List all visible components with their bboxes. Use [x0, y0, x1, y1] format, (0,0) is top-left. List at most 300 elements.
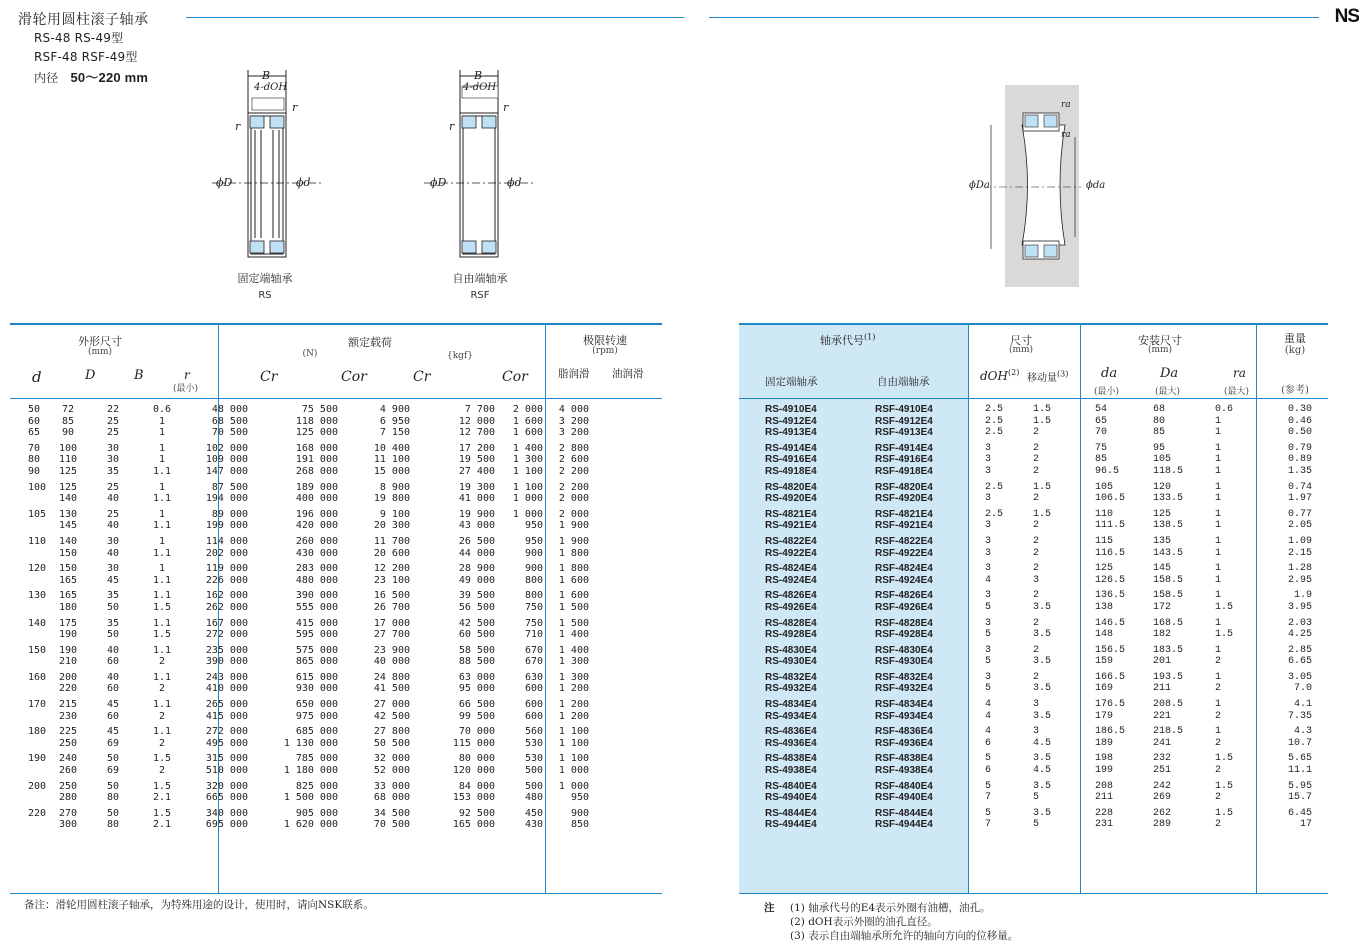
col-r-value: 1.1 [152, 699, 172, 711]
note-1: (1) 轴承代号的E4表示外圈有油槽，油孔。 [790, 902, 991, 914]
col-cor-kgf-value: 99 500 [458, 710, 495, 722]
col-move-value: 1.5 [1033, 508, 1052, 520]
col-weight-value: 6.45 [1287, 807, 1312, 819]
col-doh [985, 695, 1033, 722]
col-cr-kgf [338, 695, 410, 722]
col-oil-speed-value: 1 500 [558, 617, 589, 629]
col-cor-value: 650 000 [295, 699, 338, 711]
col-D-value: 280 [58, 792, 78, 804]
rs-dim-holes: 4-dOH [254, 82, 288, 93]
col-cor-kgf [410, 559, 495, 586]
col-B-value: 22 [106, 404, 120, 415]
col-free-code-value: RSF-4910E4 [875, 404, 933, 415]
col-weight-value: 5.95 [1287, 780, 1312, 792]
table-row [765, 641, 1312, 668]
col-weight [1267, 559, 1312, 586]
col-D-value: 220 [58, 683, 78, 695]
col-d-value [28, 602, 48, 614]
rsf-dim-holes: 4-dOH [463, 82, 497, 93]
col-move [1033, 505, 1095, 532]
col-cr-kgf-value: 27 800 [373, 726, 410, 738]
col-free-code-value: RSF-4820E4 [875, 481, 933, 493]
col-B-value: 45 [106, 699, 120, 711]
col-cr-value: 495 000 [205, 737, 248, 749]
col-oil-speed-value: 1 300 [558, 671, 589, 683]
col-grease-speed-value: 2 000 [512, 404, 543, 415]
col-B [88, 641, 138, 668]
col-B-value: 25 [106, 415, 120, 427]
col-ra-value: 2 [1215, 656, 1222, 668]
col-weight [1267, 586, 1312, 613]
col-B-value: 50 [106, 807, 120, 819]
col-cr-value: 48 000 [211, 404, 248, 415]
col-Da-value: 201 [1153, 656, 1172, 668]
col-free-code-value: RSF-4934E4 [875, 710, 933, 722]
col-fixed-code [765, 532, 875, 559]
col-da-value: 65 [1095, 415, 1108, 427]
col-Da [1153, 586, 1215, 613]
h-ra-max: (最大) [1224, 387, 1250, 397]
col-D-value: 150 [58, 563, 78, 575]
col-ra-value: 1 [1215, 671, 1222, 683]
col-move-value: 2 [1033, 465, 1040, 477]
col-da-value: 156.5 [1095, 644, 1126, 656]
col-D-value: 300 [58, 819, 78, 831]
col-cr-kgf [338, 777, 410, 804]
col-d [28, 641, 48, 668]
col-oil-speed [543, 777, 589, 804]
col-da [1095, 400, 1153, 439]
col-B-value: 50 [106, 780, 120, 792]
col-B-value: 25 [106, 427, 120, 439]
col-weight [1267, 439, 1312, 478]
col-d [28, 400, 48, 439]
table-row [28, 777, 589, 804]
col-move-value: 1.5 [1033, 415, 1052, 427]
col-d [28, 695, 48, 722]
col-doh [985, 505, 1033, 532]
col-doh-value: 3 [985, 617, 992, 629]
col-free-code-value: RSF-4944E4 [875, 819, 933, 831]
col-fixed-code-value: RS-4826E4 [765, 590, 817, 602]
col-cor [248, 559, 338, 586]
col-grease-speed-value: 1 400 [512, 442, 543, 454]
col-doh-value: 3 [985, 590, 992, 602]
col-free-code-value: RSF-4830E4 [875, 644, 933, 656]
h-move-note: (3) [1057, 369, 1069, 379]
col-weight-value: 3.95 [1287, 601, 1312, 613]
col-D-value: 190 [58, 644, 78, 656]
col-oil-speed-value: 1 300 [558, 656, 589, 668]
col-ra [1215, 559, 1267, 586]
col-da-value: 116.5 [1095, 547, 1126, 559]
col-free-code-value: RSF-4824E4 [875, 563, 933, 575]
col-B-value: 35 [106, 465, 120, 477]
col-cor-value: 480 000 [295, 574, 338, 586]
col-r-value: 1.5 [152, 753, 172, 765]
col-ra [1215, 749, 1267, 776]
col-r-value: 2 [158, 710, 166, 722]
col-da-value: 231 [1095, 819, 1114, 831]
col-cor [248, 749, 338, 776]
col-oil-speed-value: 1 400 [558, 629, 589, 641]
col-da-value: 136.5 [1095, 590, 1126, 602]
col-D-value: 85 [61, 415, 75, 427]
rs-bearing-drawing [210, 68, 330, 268]
col-move [1033, 478, 1095, 505]
col-Da-value: 120 [1153, 481, 1172, 493]
col-free-code-value: RSF-4836E4 [875, 726, 933, 738]
col-da-value: 111.5 [1095, 520, 1126, 532]
col-free-code [875, 777, 985, 804]
col-doh-value: 3 [985, 563, 992, 575]
col-doh-value: 7 [985, 819, 992, 831]
col-Da-value: 118.5 [1153, 465, 1184, 477]
col-da [1095, 614, 1153, 641]
rsf-dim-r-left: r [449, 120, 455, 133]
col-B [88, 400, 138, 439]
col-oil-speed [543, 586, 589, 613]
col-ra-value: 1 [1215, 699, 1222, 711]
col-d-value [28, 683, 48, 695]
col-B-value: 60 [106, 656, 120, 668]
col-cor [248, 641, 338, 668]
col-oil-speed-value: 1 600 [558, 574, 589, 586]
col-d-value: 130 [28, 590, 47, 602]
col-d [28, 439, 48, 478]
col-weight-value: 7.35 [1287, 710, 1312, 722]
col-cr [186, 478, 248, 505]
col-cor-kgf [410, 505, 495, 532]
col-ra-value: 2 [1215, 737, 1222, 749]
col-D-value: 165 [58, 574, 78, 586]
col-free-code [875, 439, 985, 478]
col-D [48, 478, 88, 505]
col-free-code [875, 400, 985, 439]
right-table-bottom-rule [739, 893, 1328, 894]
col-cor-value: 975 000 [295, 710, 338, 722]
col-cor-kgf-value: 66 500 [458, 699, 495, 711]
col-move [1033, 804, 1095, 831]
col-move-value: 3.5 [1033, 780, 1052, 792]
col-Da [1153, 804, 1215, 831]
col-cor-value: 283 000 [295, 563, 338, 575]
col-cor-value: 930 000 [295, 683, 338, 695]
col-cor-kgf [410, 641, 495, 668]
col-r-value: 1.1 [152, 520, 172, 532]
col-cor-kgf [410, 532, 495, 559]
col-cor-kgf-value: 28 900 [458, 563, 495, 575]
col-d-value: 60 [28, 415, 41, 427]
h-load-N: (N) [302, 349, 318, 359]
col-cor-value: 168 000 [295, 442, 338, 454]
col-da-value: 138 [1095, 601, 1114, 613]
col-fixed-code-value: RS-4844E4 [765, 807, 817, 819]
col-r-value: 2 [158, 765, 166, 777]
col-doh [985, 400, 1033, 439]
col-Da-value: 183.5 [1153, 644, 1184, 656]
col-free-code-value: RSF-4930E4 [875, 656, 933, 668]
col-Da [1153, 559, 1215, 586]
bore-value: 50～220 mm [70, 70, 149, 85]
col-d-value: 200 [28, 780, 47, 792]
col-free-code-value: RSF-4938E4 [875, 765, 933, 777]
table-row [28, 749, 589, 776]
col-oil-speed-value: 2 000 [558, 508, 589, 520]
col-oil-speed-value: 1 800 [558, 547, 589, 559]
col-oil-speed-value: 1 100 [558, 737, 589, 749]
col-oil-speed [543, 532, 589, 559]
col-oil-speed [543, 478, 589, 505]
col-oil-speed-value: 1 200 [558, 699, 589, 711]
col-cor-value: 420 000 [295, 520, 338, 532]
col-cor-value: 1 500 000 [283, 792, 338, 804]
col-grease-speed [495, 478, 543, 505]
col-doh-value: 5 [985, 683, 992, 695]
col-cr-kgf [338, 641, 410, 668]
col-cr-value: 340 000 [205, 807, 248, 819]
col-da-value: 105 [1095, 481, 1114, 493]
col-B-value: 45 [106, 574, 120, 586]
col-move-value: 2 [1033, 535, 1040, 547]
col-fixed-code-value: RS-4932E4 [765, 683, 817, 695]
col-cr-kgf-value: 8 900 [379, 481, 410, 493]
col-grease-speed-value: 1 100 [512, 465, 543, 477]
left-table-top-rule [10, 323, 662, 325]
table-row [765, 614, 1312, 641]
col-D-value: 260 [58, 765, 78, 777]
col-doh [985, 559, 1033, 586]
col-Da-value: 208.5 [1153, 699, 1184, 711]
col-fixed-code [765, 695, 875, 722]
col-weight [1267, 478, 1312, 505]
col-doh-value: 3 [985, 547, 992, 559]
h-weight: 重量 [1284, 332, 1306, 345]
col-cr-kgf [338, 749, 410, 776]
col-B-value: 40 [106, 671, 120, 683]
col-B-value: 45 [106, 726, 120, 738]
col-weight-value: 2.03 [1287, 617, 1312, 629]
col-da-value: 54 [1095, 404, 1108, 415]
col-da-value: 199 [1095, 765, 1114, 777]
title-rule-right [709, 17, 1319, 18]
col-D-value: 140 [58, 493, 78, 505]
col-doh-value: 5 [985, 753, 992, 765]
col-d-value [28, 656, 48, 668]
col-D [48, 400, 88, 439]
col-d [28, 478, 48, 505]
col-cr [186, 695, 248, 722]
col-grease-speed [495, 777, 543, 804]
col-D [48, 614, 88, 641]
h-doh-label: dOH [980, 369, 1008, 383]
col-oil-speed-value: 1 600 [558, 590, 589, 602]
col-cr-kgf [338, 400, 410, 439]
series-line-2: RSF-48 RSF-49型 [34, 50, 138, 64]
col-cr-value: 68 500 [211, 415, 248, 427]
col-r-value: 1 [158, 454, 166, 466]
col-cr-value: 410 000 [205, 683, 248, 695]
col-free-code-value: RSF-4826E4 [875, 590, 933, 602]
col-oil-speed-value: 850 [570, 819, 589, 831]
col-fixed-code-value: RS-4928E4 [765, 629, 817, 641]
col-r-value: 1.1 [152, 547, 172, 559]
col-cr-value: 272 000 [205, 726, 248, 738]
col-fixed-code-value: RS-4940E4 [765, 792, 817, 804]
col-move-value: 3.5 [1033, 601, 1052, 613]
col-cr-kgf [338, 614, 410, 641]
col-free-code-value: RSF-4932E4 [875, 683, 933, 695]
col-r-value: 0.6 [152, 404, 172, 415]
col-cr-kgf-value: 42 500 [373, 710, 410, 722]
col-r-value: 1.1 [152, 590, 172, 602]
col-B-value: 25 [106, 481, 120, 493]
col-D-value: 270 [58, 807, 78, 819]
col-doh-value: 2.5 [985, 508, 1004, 520]
col-cor-kgf-value: 12 700 [458, 427, 495, 439]
col-grease-speed [495, 695, 543, 722]
col-move-value: 3.5 [1033, 656, 1052, 668]
col-ra [1215, 777, 1267, 804]
col-oil-speed-value: 2 200 [558, 481, 589, 493]
col-cor-kgf-value: 88 500 [458, 656, 495, 668]
mounting-drawing [975, 85, 1085, 291]
col-grease-speed [495, 532, 543, 559]
col-cor-value: 825 000 [295, 780, 338, 792]
col-cor [248, 614, 338, 641]
col-grease-speed [495, 804, 543, 831]
table-row [765, 777, 1312, 804]
col-move-value: 2 [1033, 493, 1040, 505]
col-free-code [875, 749, 985, 776]
col-cr-kgf-value: 17 000 [373, 617, 410, 629]
col-move-value: 1.5 [1033, 404, 1052, 415]
col-free-code [875, 695, 985, 722]
col-d [28, 749, 48, 776]
col-ra-value: 1 [1215, 644, 1222, 656]
col-grease-speed-value: 600 [524, 699, 543, 711]
note-2: (2) dOH表示外圈的油孔直径。 [790, 916, 938, 928]
col-cr-kgf-value: 20 600 [373, 547, 410, 559]
col-cr-value: 119 000 [205, 563, 248, 575]
h-load: 额定载荷 [348, 336, 392, 349]
col-d-value: 90 [28, 465, 41, 477]
col-fixed-code-value: RS-4918E4 [765, 465, 817, 477]
col-da [1095, 804, 1153, 831]
h-r: r [184, 368, 190, 382]
rsf-dim-r-right: r [503, 101, 509, 114]
table-row [765, 722, 1312, 749]
col-free-code-value: RSF-4936E4 [875, 737, 933, 749]
col-B [88, 478, 138, 505]
col-ra [1215, 586, 1267, 613]
col-ra-value: 1.5 [1215, 753, 1234, 765]
col-oil-speed-value: 2 000 [558, 493, 589, 505]
col-cor-kgf-value: 165 000 [452, 819, 495, 831]
col-cr-kgf [338, 668, 410, 695]
col-cr-kgf-value: 15 000 [373, 465, 410, 477]
col-da-value: 179 [1095, 710, 1114, 722]
col-ra-value: 1 [1215, 535, 1222, 547]
col-grease-speed-value: 600 [524, 710, 543, 722]
h-mount: 安装尺寸 [1138, 334, 1182, 347]
col-oil-speed [543, 695, 589, 722]
col-move-value: 2 [1033, 442, 1040, 454]
col-cor-value: 400 000 [295, 493, 338, 505]
col-D-value: 110 [58, 454, 78, 466]
col-cor-kgf-value: 43 000 [458, 520, 495, 532]
col-D-value: 200 [58, 671, 78, 683]
col-d-value [28, 520, 48, 532]
col-free-code [875, 722, 985, 749]
col-cr-kgf-value: 23 900 [373, 644, 410, 656]
col-d-value [28, 493, 48, 505]
col-doh-value: 4 [985, 699, 992, 711]
col-cor [248, 804, 338, 831]
col-d-value: 80 [28, 454, 41, 466]
h-code-label: 轴承代号 [820, 334, 864, 347]
col-D-value: 190 [58, 629, 78, 641]
col-Da-value: 158.5 [1153, 590, 1184, 602]
col-Da-value: 242 [1153, 780, 1172, 792]
col-weight-value: 6.65 [1287, 656, 1312, 668]
col-cor-kgf-value: 44 000 [458, 547, 495, 559]
col-free-code [875, 668, 985, 695]
col-weight [1267, 532, 1312, 559]
col-fixed-code-value: RS-4936E4 [765, 737, 817, 749]
col-cor-kgf-value: 7 700 [464, 404, 495, 415]
table-row [28, 532, 589, 559]
col-fixed-code [765, 586, 875, 613]
col-free-code-value: RSF-4940E4 [875, 792, 933, 804]
col-cor-kgf-value: 70 000 [458, 726, 495, 738]
col-doh [985, 777, 1033, 804]
col-cr-value: 510 000 [205, 765, 248, 777]
col-fixed-code [765, 439, 875, 478]
col-grease-speed-value: 710 [524, 629, 543, 641]
col-d-value: 150 [28, 644, 47, 656]
col-da-value: 126.5 [1095, 574, 1126, 586]
col-cor-value: 75 500 [301, 404, 338, 415]
col-doh-value: 5 [985, 780, 992, 792]
col-cr-kgf-value: 20 300 [373, 520, 410, 532]
col-cor [248, 400, 338, 439]
col-d-value: 110 [28, 535, 47, 547]
col-D-value: 90 [61, 427, 75, 439]
col-d-value: 190 [28, 753, 47, 765]
col-cor-value: 685 000 [295, 726, 338, 738]
col-doh-value: 5 [985, 807, 992, 819]
col-d [28, 722, 48, 749]
col-B-value: 50 [106, 601, 120, 613]
col-weight [1267, 505, 1312, 532]
col-cr-kgf-value: 6 950 [379, 415, 410, 427]
col-grease-speed-value: 530 [524, 753, 543, 765]
col-B-value: 30 [106, 563, 120, 575]
col-ra-value: 2 [1215, 710, 1222, 722]
h-mount-unit: (mm) [1147, 345, 1173, 355]
col-B-value: 60 [106, 683, 120, 695]
rsf-bearing-drawing [422, 68, 542, 268]
table-row [765, 478, 1312, 505]
col-D-value: 215 [58, 699, 78, 711]
col-r [138, 614, 186, 641]
col-r-value: 1 [158, 442, 166, 454]
col-cor-kgf-value: 153 000 [452, 792, 495, 804]
col-move [1033, 614, 1095, 641]
col-d-value: 180 [28, 726, 47, 738]
col-cor-value: 430 000 [295, 547, 338, 559]
